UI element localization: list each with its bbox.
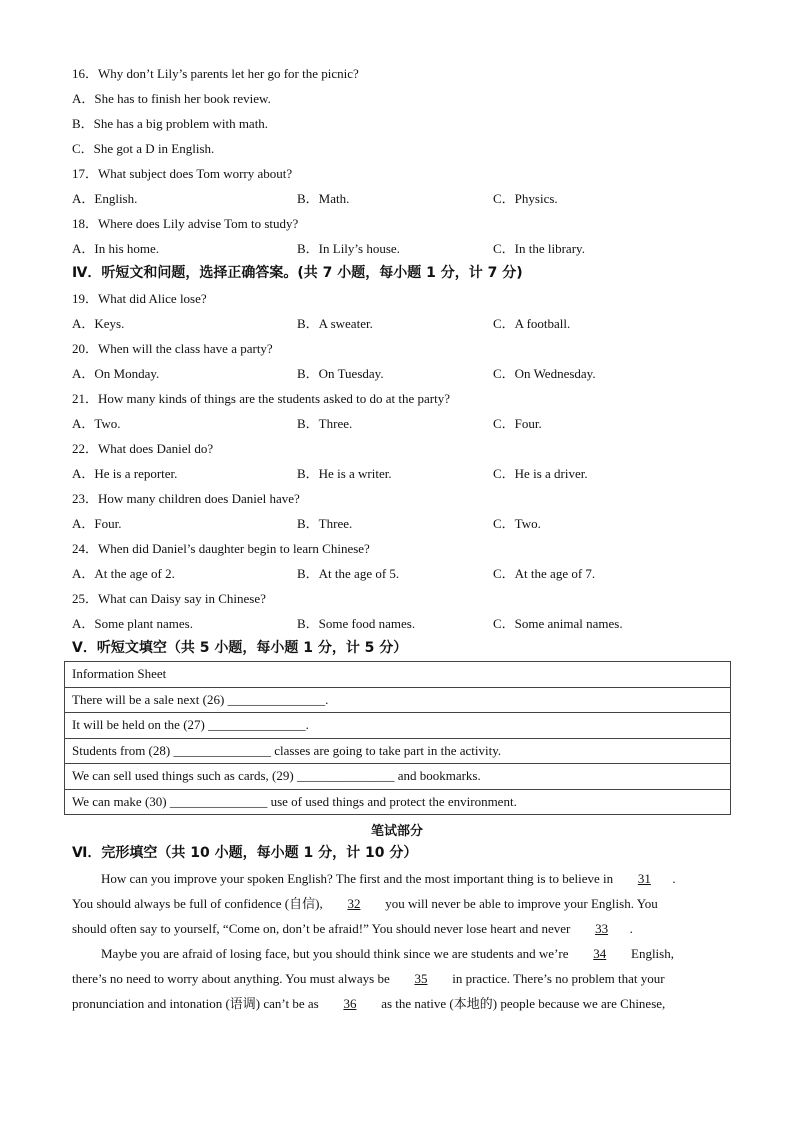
question-16: 16．Why don’t Lily’s parents let her go for the picnic? — [72, 66, 359, 81]
q17-option-a: A．English. — [72, 191, 138, 206]
q19-option-b: B．A sweater. — [297, 316, 373, 331]
table-row — [65, 662, 731, 688]
table-cell: Information Sheet — [65, 662, 731, 688]
question-23: 23．How many children does Daniel have? — [72, 491, 300, 506]
passage-text: How can you improve your spoken English? The first and the most important thing is to believe in — [101, 871, 614, 886]
information-sheet-table — [64, 661, 731, 815]
question-25: 25．What can Daisy say in Chinese? — [72, 591, 266, 606]
section-5-title: Ⅴ．听短文填空（共 5 小题，每小题 1 分，计 5 分） — [72, 640, 408, 656]
passage-line-5 — [72, 971, 665, 987]
q22-option-a: A．He is a reporter. — [72, 466, 178, 481]
passage-line-2 — [72, 896, 658, 912]
section-4-title: Ⅳ．听短文和问题，选择正确答案。(共 7 小题，每小题 1 分，计 7 分) — [72, 265, 523, 281]
question-21: 21．How many kinds of things are the students asked to do at the party? — [72, 391, 451, 406]
table-row — [65, 738, 731, 764]
passage-text: as the native (本地的) people because we are Chinese, — [381, 996, 666, 1011]
blank-32: 32 — [347, 896, 361, 911]
q17-option-b: B．Math. — [297, 191, 350, 206]
q19-option-a: A．Keys. — [72, 316, 125, 331]
q16-option-c: C．She got a D in English. — [72, 141, 215, 156]
q18-option-c: C．In the library. — [493, 241, 585, 256]
q24-option-b: B．At the age of 5. — [297, 566, 400, 581]
passage-text: English, — [631, 946, 674, 961]
blank-34: 34 — [593, 946, 607, 961]
passage-text: You should always be full of confidence (自信), — [72, 896, 323, 911]
blank-36: 36 — [343, 996, 357, 1011]
q20-option-c: C．On Wednesday. — [493, 366, 596, 381]
passage-text: . — [629, 921, 633, 936]
q20-option-b: B．On Tuesday. — [297, 366, 384, 381]
q22-option-c: C．He is a driver. — [493, 466, 588, 481]
passage-text: pronunciation and intonation (语调) can’t be as — [72, 996, 319, 1011]
q18-option-a: A．In his home. — [72, 241, 160, 256]
table-cell: There will be a sale next (26) _______________. — [65, 687, 731, 713]
question-22: 22．What does Daniel do? — [72, 441, 214, 456]
q22-option-b: B．He is a writer. — [297, 466, 392, 481]
q16-option-a: A．She has to finish her book review. — [72, 91, 271, 106]
table-row — [65, 789, 731, 815]
passage-text: you will never be able to improve your English. You — [385, 896, 658, 911]
table-cell: We can make (30) _______________ use of used things and protect the environment. — [65, 789, 731, 815]
table-row — [65, 713, 731, 739]
table-cell: It will be held on the (27) _______________. — [65, 713, 731, 739]
table-row — [65, 687, 731, 713]
q24-option-c: C．At the age of 7. — [493, 566, 596, 581]
q19-option-c: C．A football. — [493, 316, 571, 331]
question-18: 18．Where does Lily advise Tom to study? — [72, 216, 299, 231]
q21-option-b: B．Three. — [297, 416, 353, 431]
passage-text: in practice. There’s no problem that your — [452, 971, 665, 986]
passage-line-1 — [101, 871, 676, 887]
blank-35: 35 — [414, 971, 428, 986]
passage-line-3 — [72, 921, 633, 937]
passage-text: should often say to yourself, “Come on, don’t be afraid!” You should never lose heart and never — [72, 921, 571, 936]
question-19: 19．What did Alice lose? — [72, 291, 207, 306]
table-cell: Students from (28) _______________ classes are going to take part in the activity. — [65, 738, 731, 764]
q23-option-b: B．Three. — [297, 516, 353, 531]
q18-option-b: B．In Lily’s house. — [297, 241, 400, 256]
table-cell: We can sell used things such as cards, (29) _______________ and bookmarks. — [65, 764, 731, 790]
question-24: 24．When did Daniel’s daughter begin to learn Chinese? — [72, 541, 370, 556]
question-17: 17．What subject does Tom worry about? — [72, 166, 293, 181]
passage-text: there’s no need to worry about anything. You must always be — [72, 971, 390, 986]
section-6-title: Ⅵ．完形填空（共 10 小题，每小题 1 分，计 10 分） — [72, 845, 418, 861]
question-20: 20．When will the class have a party? — [72, 341, 273, 356]
q16-option-b: B．She has a big problem with math. — [72, 116, 269, 131]
table-row — [65, 764, 731, 790]
passage-line-6 — [72, 996, 665, 1012]
q25-option-a: A．Some plant names. — [72, 616, 193, 631]
q20-option-a: A．On Monday. — [72, 366, 160, 381]
q23-option-a: A．Four. — [72, 516, 122, 531]
q23-option-c: C．Two. — [493, 516, 541, 531]
q25-option-c: C．Some animal names. — [493, 616, 623, 631]
blank-33: 33 — [595, 921, 609, 936]
passage-line-4 — [101, 946, 674, 962]
q21-option-a: A．Two. — [72, 416, 121, 431]
passage-text: . — [672, 871, 676, 886]
q24-option-a: A．At the age of 2. — [72, 566, 175, 581]
q17-option-c: C．Physics. — [493, 191, 558, 206]
passage-text: Maybe you are afraid of losing face, but you should think since we are students and we’re — [101, 946, 569, 961]
q25-option-b: B．Some food names. — [297, 616, 416, 631]
q21-option-c: C．Four. — [493, 416, 542, 431]
written-part-heading: 笔试部分 — [370, 824, 423, 839]
blank-31: 31 — [637, 871, 651, 886]
